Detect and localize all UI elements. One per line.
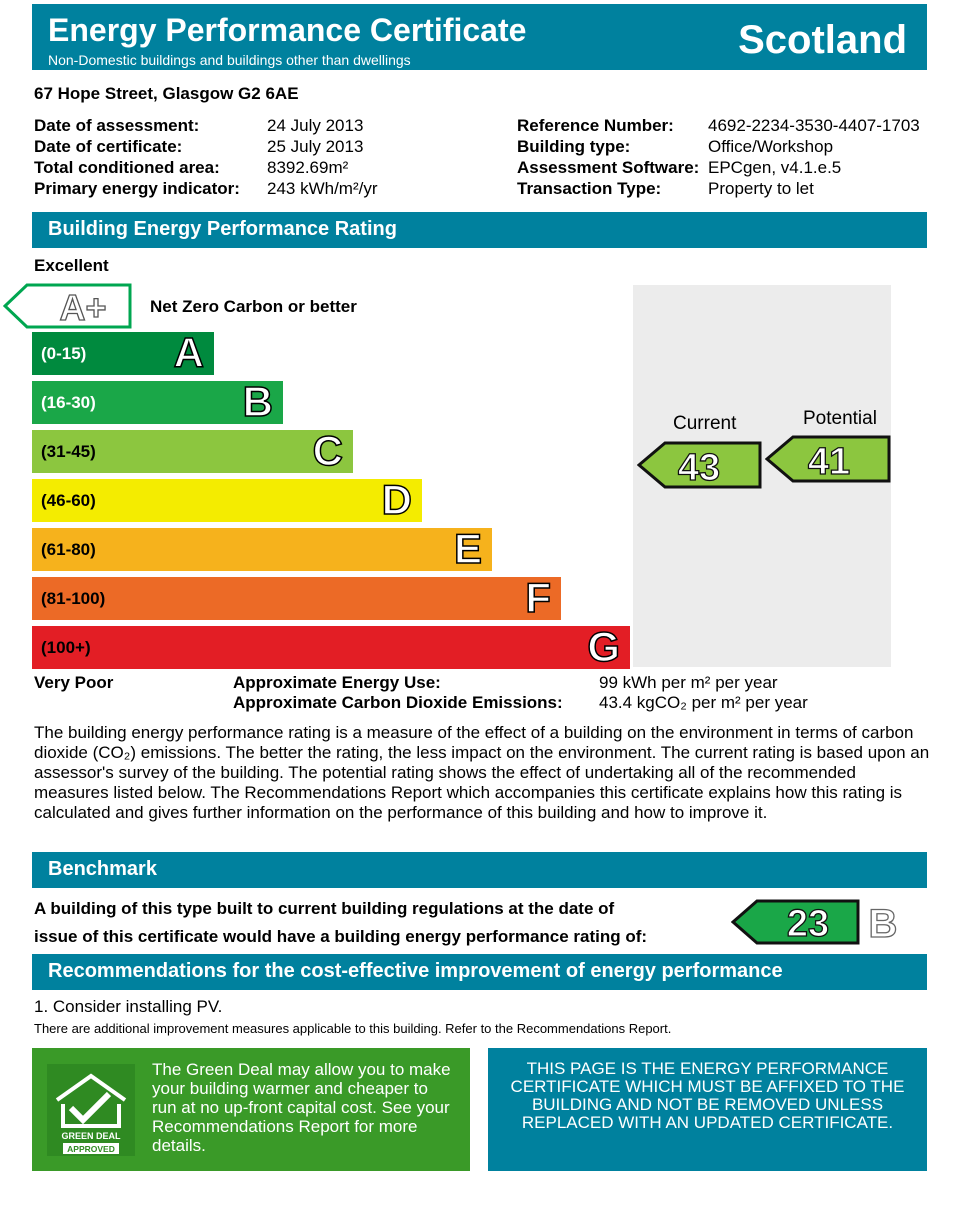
detail-value: Property to let	[708, 179, 814, 198]
band-letter: F	[525, 574, 551, 621]
benchmark-title: Benchmark	[48, 858, 157, 880]
current-rating-arrow	[637, 441, 763, 489]
detail-row	[517, 157, 920, 178]
benchmark-letter: B	[868, 902, 898, 945]
band-a	[32, 329, 214, 376]
potential-label: Potential	[803, 408, 877, 429]
rating-section-header	[32, 212, 927, 248]
detail-value: EPCgen, v4.1.e.5	[708, 158, 842, 177]
detail-label: Primary energy indicator:	[34, 179, 240, 198]
band-range: (81-100)	[41, 589, 106, 608]
band-range: (46-60)	[41, 491, 96, 510]
certificate-header	[32, 4, 927, 70]
detail-row	[517, 178, 920, 199]
epc-notice-box	[488, 1048, 927, 1171]
benchmark-letter-graphic	[863, 899, 903, 945]
co2-value: 43.4 kgCO₂ per m² per year	[599, 693, 808, 712]
current-label: Current	[673, 413, 737, 434]
band-letter: C	[312, 427, 343, 474]
band-letter: G	[587, 623, 620, 670]
potential-rating-value: 41	[807, 441, 851, 483]
detail-value: 8392.69m²	[267, 158, 349, 177]
property-address: 67 Hope Street, Glasgow G2 6AE	[34, 84, 299, 103]
band-range: (31-45)	[41, 442, 96, 461]
detail-value: 243 kWh/m²/yr	[267, 179, 378, 198]
country-label: Scotland	[738, 18, 907, 62]
benchmark-header	[32, 852, 927, 888]
benchmark-text	[34, 895, 724, 951]
benchmark-value: 23	[786, 903, 830, 945]
co2-label: Approximate Carbon Dioxide Emissions:	[233, 693, 563, 712]
band-range: (16-30)	[41, 393, 96, 412]
co2-row	[233, 693, 808, 713]
rating-section-title: Building Energy Performance Rating	[48, 218, 397, 240]
detail-row	[34, 178, 378, 199]
band-letter: D	[381, 476, 412, 523]
detail-row	[34, 157, 378, 178]
logo-line2: APPROVED	[67, 1144, 115, 1154]
energy-use-row	[233, 673, 778, 693]
band-f	[32, 574, 561, 621]
logo-line1: GREEN DEAL	[61, 1131, 121, 1141]
scale-bottom-label: Very Poor	[34, 673, 114, 692]
potential-rating-arrow	[765, 435, 892, 483]
detail-label: Reference Number:	[517, 116, 674, 135]
energy-use-value: 99 kWh per m² per year	[599, 673, 778, 692]
rating-description: The building energy performance rating is a measure of the effect of a building on the environment in terms of carbon dioxide (CO₂) emissions. The better the rating, the less impact on the environment. The current rating is based upon an assessor's survey of the building. The potential rating shows the effect of undertaking all of the recommended measures listed below. The Recommendations Report which accompanies this certificate explains how this rating is calculated and gives further information on the performance of this building and how to improve it.	[34, 723, 930, 822]
energy-use-label: Approximate Energy Use:	[233, 673, 441, 692]
detail-label: Assessment Software:	[517, 158, 700, 177]
band-b	[32, 378, 283, 425]
detail-label: Building type:	[517, 137, 631, 156]
band-letter: A	[173, 329, 204, 376]
recommendations-title: Recommendations for the cost-effective improvement of energy performance	[48, 960, 783, 982]
green-deal-text: The Green Deal may allow you to make your building warmer and cheaper to run at no up-front capital cost. See your Recommendations Report for more details.	[152, 1060, 451, 1155]
band-range: (100+)	[41, 638, 91, 657]
benchmark-arrow	[731, 899, 861, 945]
aplus-arrow	[3, 283, 133, 329]
band-e	[32, 525, 492, 572]
detail-label: Date of assessment:	[34, 116, 200, 135]
band-d	[32, 476, 422, 523]
benchmark-text-line: A building of this type built to current building regulations at the date of	[34, 899, 615, 918]
detail-value: 24 July 2013	[267, 116, 364, 135]
epc-notice-text: THIS PAGE IS THE ENERGY PERFORMANCE CERTIFICATE WHICH MUST BE AFFIXED TO THE BUILDING AND NOT BE REMOVED UNLESS REPLACED WITH AN UPDATED CERTIFICATE.	[510, 1059, 905, 1132]
band-g	[32, 623, 630, 670]
detail-row	[34, 115, 378, 136]
recommendation-item: 1. Consider installing PV.	[34, 997, 223, 1016]
band-letter: E	[453, 525, 482, 572]
benchmark-text-line: issue of this certificate would have a building energy performance rating of:	[34, 927, 648, 946]
details-right	[517, 115, 920, 199]
green-deal-approved-logo	[47, 1064, 135, 1156]
aplus-letter: A+	[59, 287, 107, 328]
detail-value: Office/Workshop	[708, 137, 834, 156]
certificate-subtitle: Non-Domestic buildings and buildings other than dwellings	[48, 52, 411, 68]
detail-label: Total conditioned area:	[34, 158, 220, 177]
detail-row	[517, 115, 920, 136]
detail-row	[517, 136, 920, 157]
current-rating-value: 43	[677, 447, 721, 489]
certificate-title: Energy Performance Certificate	[48, 12, 527, 48]
band-c	[32, 427, 353, 474]
detail-value: 25 July 2013	[267, 137, 364, 156]
detail-label: Date of certificate:	[34, 137, 183, 156]
green-deal-box	[32, 1048, 470, 1171]
band-letter: B	[242, 378, 273, 425]
detail-row	[34, 136, 378, 157]
aplus-description: Net Zero Carbon or better	[150, 297, 357, 316]
scale-top-label: Excellent	[34, 256, 109, 275]
detail-value: 4692-2234-3530-4407-1703	[708, 116, 920, 135]
recommendations-header	[32, 954, 927, 990]
band-range: (61-80)	[41, 540, 96, 559]
band-range: (0-15)	[41, 344, 87, 363]
recommendations-note: There are additional improvement measures applicable to this building. Refer to the Recommendations Report.	[34, 1021, 672, 1036]
details-left	[34, 115, 378, 199]
detail-label: Transaction Type:	[517, 179, 662, 198]
